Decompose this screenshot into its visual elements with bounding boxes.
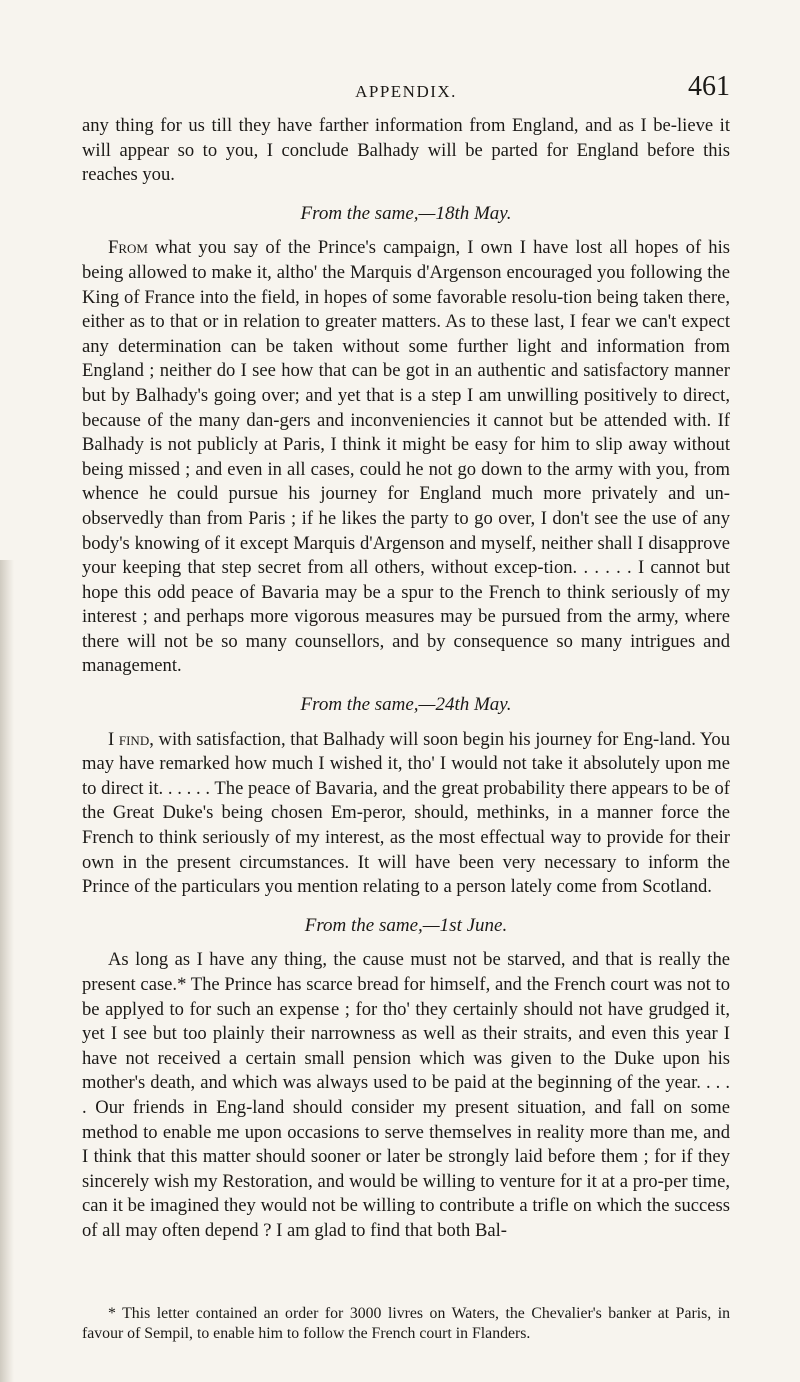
binding-shadow: [0, 560, 14, 1382]
page-body: [82, 114, 730, 1244]
footnote: * This letter contained an order for 3000 livres on Waters, the Chevalier's banker at Paris, in favour of Sempil, to enable him to follow the French court in Flanders.: [82, 1305, 730, 1342]
lead-word: I find,: [108, 728, 154, 750]
letter-heading-24-may: From the same,—24th May.: [300, 694, 512, 716]
paragraph-text: with satisfaction, that Balhady will soon begin his journey for Eng-land. You may have remarked how much I wished it, tho' I would not take it absolutely upon me to direct it. . . . . . The peace of Bavaria, and the great probability there appears to be of the Great Duke's being chosen Em-peror, should, methinks, in a manner force the French to think seriously of my interest, as the most effectual way to provide for their own in the present circumstances. It will have been very necessary to inform the Prince of the particulars you mention relating to a person lately come from Scotland.: [82, 728, 731, 898]
page-number: 461: [688, 71, 730, 102]
lead-word: From: [108, 237, 148, 259]
paragraph-18-may: [82, 236, 730, 679]
paragraph-1-june: As long as I have any thing, the cause must not be starved, and that is really the present case.* The Prince has scarce bread for himself, and the French court was not to be applyed to for such an expense ; for tho' they certainly should not have grudged it, yet I see but too plainly their narrowness as well as their straits, and even this year I have not received a certain small pension which was given to the Duke upon his mother's death, and which was always used to be paid at the beginning of the year. . . . . Our friends in Eng-land should consider my present situation, and fall on some method to enable me upon occasions to serve themselves in reality more than me, and I think that this matter should sooner or later be strongly laid before them ; for if they sincerely wish my Restoration, and would be willing to venture for it at a pro-per time, can it be imagined they would not be willing to contribute a trifle on which the success of all may often depend ? I am glad to find that both Bal-: [82, 949, 730, 1241]
paragraph-continuation: any thing for us till they have farther information from England, and as I be-lieve it will appear so to you, I conclude Balhady will be parted for England before this reaches you.: [82, 115, 730, 186]
letter-heading-1-june: From the same,—1st June.: [304, 914, 508, 936]
letter-heading-18-may: From the same,—18th May.: [300, 202, 512, 224]
paragraph-text: what you say of the Prince's campaign, I own I have lost all hopes of his being allowed to make it, altho' the Marquis d'Argenson encouraged you following the King of France into the field, in hopes of some favorable resolu-tion being taken there, either as to that or in relation to greater matters. As to these last, I fear we can't expect any determination can be taken without some further light and information from England ; neither do I see how that can be got in an authentic and satisfactory manner but by Balhady's going over; and yet that is a step I am unwilling positively to direct, because of the many dan-gers and inconveniencies it cannot but be attended with. If Balhady is not publicly at Paris, I think it might be easy for him to slip away without being missed ; and even in all cases, could he not go down to the army with you, from whence he could pursue his journey for England much more privately and un-observedly than from Paris ; if he likes the party to go over, I don't see the use of any body's knowing of it except Marquis d'Argenson and myself, neither shall I disapprove your keeping that step secret from all others, without excep-tion. . . . . . I cannot but hope this odd peace of Bavaria may be a spur to the French to think seriously of my interest ; and perhaps more vigorous measures may be pursued from the army, where there will not be so many counsellors, and by consequence so many intrigues and management.: [82, 237, 730, 677]
page-header: [82, 68, 730, 108]
running-head: APPENDIX.: [355, 82, 457, 101]
paragraph-24-may: [82, 728, 730, 900]
